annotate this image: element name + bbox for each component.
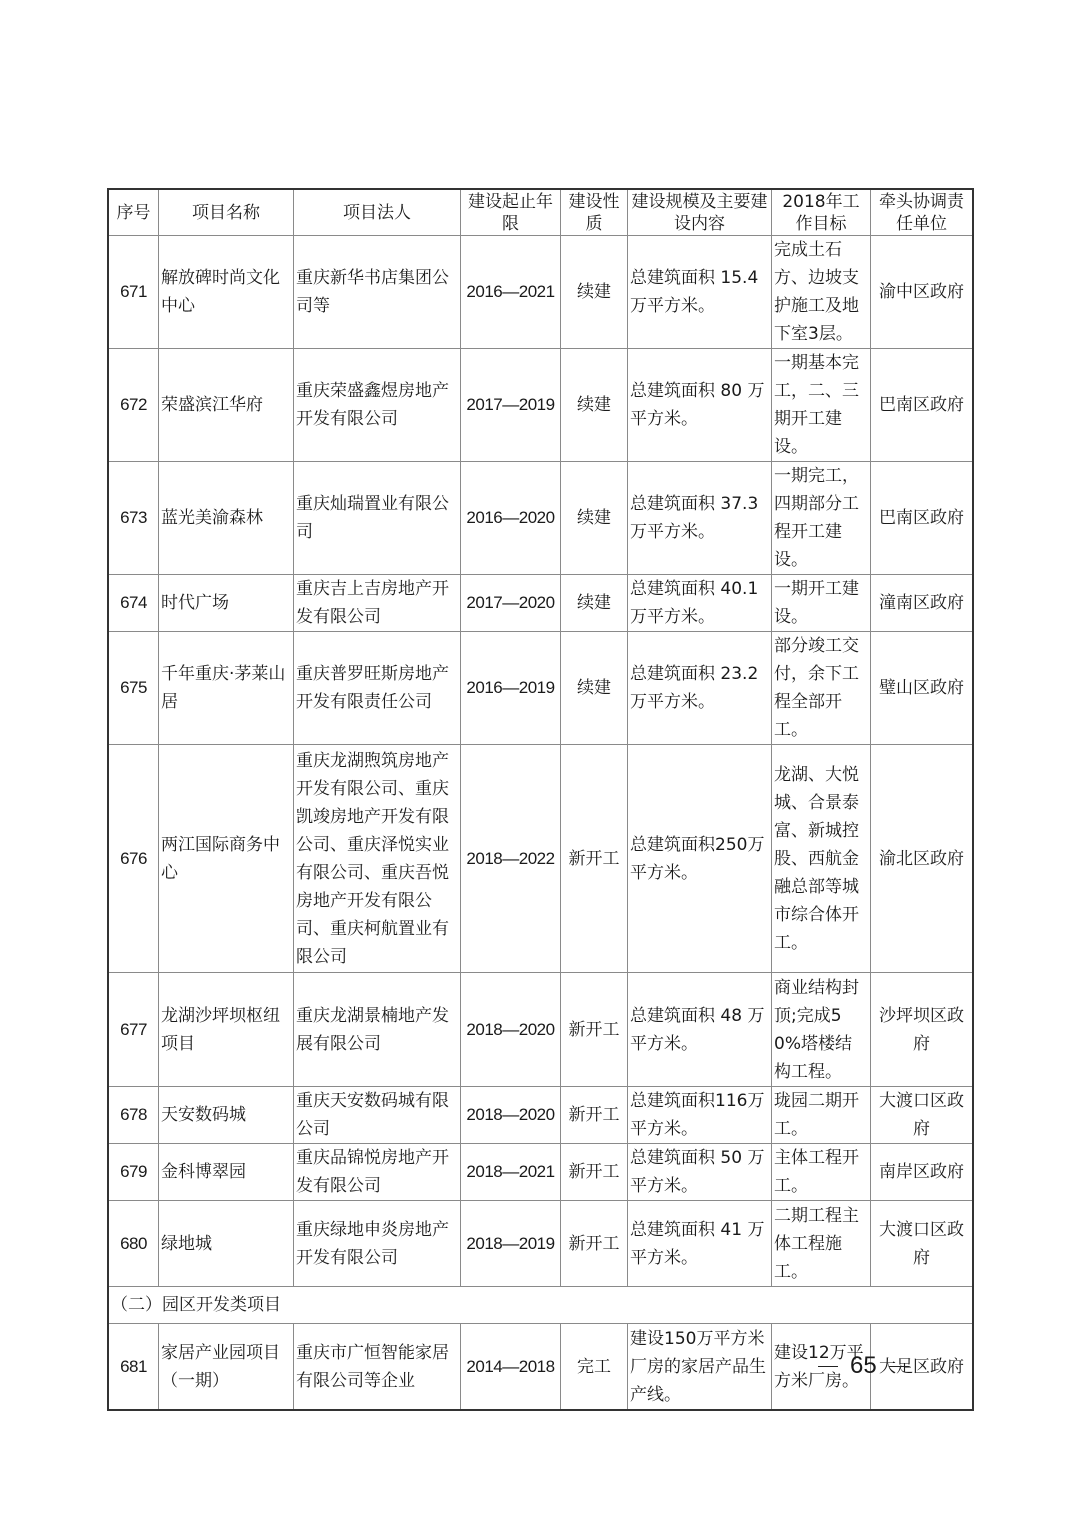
cell-type: 新开工 xyxy=(561,1087,628,1144)
header-unit: 牵头协调责任单位 xyxy=(871,190,973,236)
cell-period: 2017—2020 xyxy=(461,575,561,632)
cell-name: 龙湖沙坪坝枢纽项目 xyxy=(159,973,294,1087)
cell-name: 荣盛滨江华府 xyxy=(159,349,294,462)
cell-target: 商业结构封顶;完成50%塔楼结构工程。 xyxy=(772,973,871,1087)
cell-unit: 大渡口区政府 xyxy=(871,1201,973,1287)
cell-no: 681 xyxy=(109,1324,159,1410)
cell-target: 一期开工建设。 xyxy=(772,575,871,632)
cell-unit: 璧山区政府 xyxy=(871,632,973,745)
header-owner: 项目法人 xyxy=(294,190,461,236)
cell-owner: 重庆灿瑞置业有限公司 xyxy=(294,462,461,575)
cell-scale: 总建筑面积116万平方米。 xyxy=(628,1087,772,1144)
table-row xyxy=(109,349,973,462)
page-number: 65 xyxy=(806,1352,921,1380)
cell-no: 675 xyxy=(109,632,159,745)
cell-unit: 渝北区政府 xyxy=(871,745,973,973)
cell-period: 2018—2021 xyxy=(461,1144,561,1201)
cell-owner: 重庆新华书店集团公司等 xyxy=(294,236,461,349)
cell-unit: 渝中区政府 xyxy=(871,236,973,349)
cell-name: 时代广场 xyxy=(159,575,294,632)
cell-name: 绿地城 xyxy=(159,1201,294,1287)
table-body xyxy=(109,236,973,1287)
table-row xyxy=(109,1144,973,1201)
table-row xyxy=(109,236,973,349)
cell-owner: 重庆市广恒智能家居有限公司等企业 xyxy=(294,1324,461,1410)
cell-type: 续建 xyxy=(561,632,628,745)
cell-target: 二期工程主体工程施工。 xyxy=(772,1201,871,1287)
cell-no: 676 xyxy=(109,745,159,973)
cell-type: 续建 xyxy=(561,575,628,632)
cell-target: 珑园二期开工。 xyxy=(772,1087,871,1144)
cell-scale: 总建筑面积250万平方米。 xyxy=(628,745,772,973)
table-row xyxy=(109,745,973,973)
cell-type: 新开工 xyxy=(561,745,628,973)
header-name: 项目名称 xyxy=(159,190,294,236)
cell-scale: 总建筑面积 40.1 万平方米。 xyxy=(628,575,772,632)
cell-no: 674 xyxy=(109,575,159,632)
cell-scale: 总建筑面积 48 万平方米。 xyxy=(628,973,772,1087)
cell-unit: 大渡口区政府 xyxy=(871,1087,973,1144)
cell-unit: 大足区政府 xyxy=(871,1324,973,1410)
cell-period: 2018—2019 xyxy=(461,1201,561,1287)
cell-no: 678 xyxy=(109,1087,159,1144)
header-scale: 建设规模及主要建设内容 xyxy=(628,190,772,236)
cell-target: 部分竣工交付，余下工程全部开工。 xyxy=(772,632,871,745)
cell-scale: 总建筑面积 41 万平方米。 xyxy=(628,1201,772,1287)
table-row xyxy=(109,632,973,745)
table-row xyxy=(109,575,973,632)
cell-target: 建设12万平方米厂房。 xyxy=(772,1324,871,1410)
header-period: 建设起止年限 xyxy=(461,190,561,236)
cell-period: 2017—2019 xyxy=(461,349,561,462)
cell-name: 两江国际商务中心 xyxy=(159,745,294,973)
cell-type: 新开工 xyxy=(561,973,628,1087)
cell-name: 家居产业园项目（一期） xyxy=(159,1324,294,1410)
dash-right xyxy=(889,1366,909,1367)
cell-no: 672 xyxy=(109,349,159,462)
cell-no: 677 xyxy=(109,973,159,1087)
cell-unit: 巴南区政府 xyxy=(871,349,973,462)
cell-owner: 重庆吉上吉房地产开发有限公司 xyxy=(294,575,461,632)
cell-target: 主体工程开工。 xyxy=(772,1144,871,1201)
cell-type: 续建 xyxy=(561,462,628,575)
cell-name: 千年重庆·茅莱山居 xyxy=(159,632,294,745)
cell-name: 天安数码城 xyxy=(159,1087,294,1144)
cell-type: 续建 xyxy=(561,349,628,462)
cell-scale: 总建筑面积 23.2 万平方米。 xyxy=(628,632,772,745)
cell-period: 2016—2021 xyxy=(461,236,561,349)
header-no: 序号 xyxy=(109,190,159,236)
table-row xyxy=(109,973,973,1087)
section-label: （二）园区开发类项目 xyxy=(109,1287,973,1324)
cell-type: 新开工 xyxy=(561,1201,628,1287)
cell-owner: 重庆普罗旺斯房地产开发有限责任公司 xyxy=(294,632,461,745)
cell-target: 完成土石方、边坡支护施工及地下室3层。 xyxy=(772,236,871,349)
cell-name: 蓝光美渝森林 xyxy=(159,462,294,575)
cell-no: 673 xyxy=(109,462,159,575)
cell-type: 续建 xyxy=(561,236,628,349)
cell-period: 2016—2020 xyxy=(461,462,561,575)
cell-scale: 总建筑面积 37.3 万平方米。 xyxy=(628,462,772,575)
cell-no: 680 xyxy=(109,1201,159,1287)
table-row xyxy=(109,1087,973,1144)
cell-scale: 建设150万平方米厂房的家居产品生产线。 xyxy=(628,1324,772,1410)
cell-unit: 潼南区政府 xyxy=(871,575,973,632)
cell-type: 新开工 xyxy=(561,1144,628,1201)
header-row xyxy=(109,190,973,236)
cell-type: 完工 xyxy=(561,1324,628,1410)
cell-no: 671 xyxy=(109,236,159,349)
cell-owner: 重庆天安数码城有限公司 xyxy=(294,1087,461,1144)
cell-scale: 总建筑面积 15.4 万平方米。 xyxy=(628,236,772,349)
cell-no: 679 xyxy=(109,1144,159,1201)
cell-scale: 总建筑面积 80 万平方米。 xyxy=(628,349,772,462)
cell-name: 金科博翠园 xyxy=(159,1144,294,1201)
cell-owner: 重庆品锦悦房地产开发有限公司 xyxy=(294,1144,461,1201)
cell-scale: 总建筑面积 50 万平方米。 xyxy=(628,1144,772,1201)
cell-period: 2016—2019 xyxy=(461,632,561,745)
cell-owner: 重庆绿地申炎房地产开发有限公司 xyxy=(294,1201,461,1287)
cell-target: 一期完工，四期部分工程开工建设。 xyxy=(772,462,871,575)
project-table xyxy=(108,189,973,1410)
cell-period: 2014—2018 xyxy=(461,1324,561,1410)
cell-unit: 沙坪坝区政府 xyxy=(871,973,973,1087)
header-target: 2018年工作目标 xyxy=(772,190,871,236)
cell-period: 2018—2020 xyxy=(461,1087,561,1144)
header-type: 建设性质 xyxy=(561,190,628,236)
cell-owner: 重庆龙湖煦筑房地产开发有限公司、重庆凯竣房地产开发有限公司、重庆泽悦实业有限公司、重庆吾悦房地产开发有限公司、重庆柯航置业有限公司 xyxy=(294,745,461,973)
cell-period: 2018—2022 xyxy=(461,745,561,973)
cell-target: 一期基本完工，二、三期开工建设。 xyxy=(772,349,871,462)
table-row xyxy=(109,462,973,575)
cell-target: 龙湖、大悦城、合景泰富、新城控股、西航金融总部等城市综合体开工。 xyxy=(772,745,871,973)
section-row xyxy=(109,1287,973,1324)
cell-unit: 巴南区政府 xyxy=(871,462,973,575)
cell-unit: 南岸区政府 xyxy=(871,1144,973,1201)
cell-owner: 重庆荣盛鑫煜房地产开发有限公司 xyxy=(294,349,461,462)
cell-period: 2018—2020 xyxy=(461,973,561,1087)
cell-owner: 重庆龙湖景楠地产发展有限公司 xyxy=(294,973,461,1087)
table-row xyxy=(109,1201,973,1287)
cell-name: 解放碑时尚文化中心 xyxy=(159,236,294,349)
dash-left xyxy=(818,1366,838,1367)
